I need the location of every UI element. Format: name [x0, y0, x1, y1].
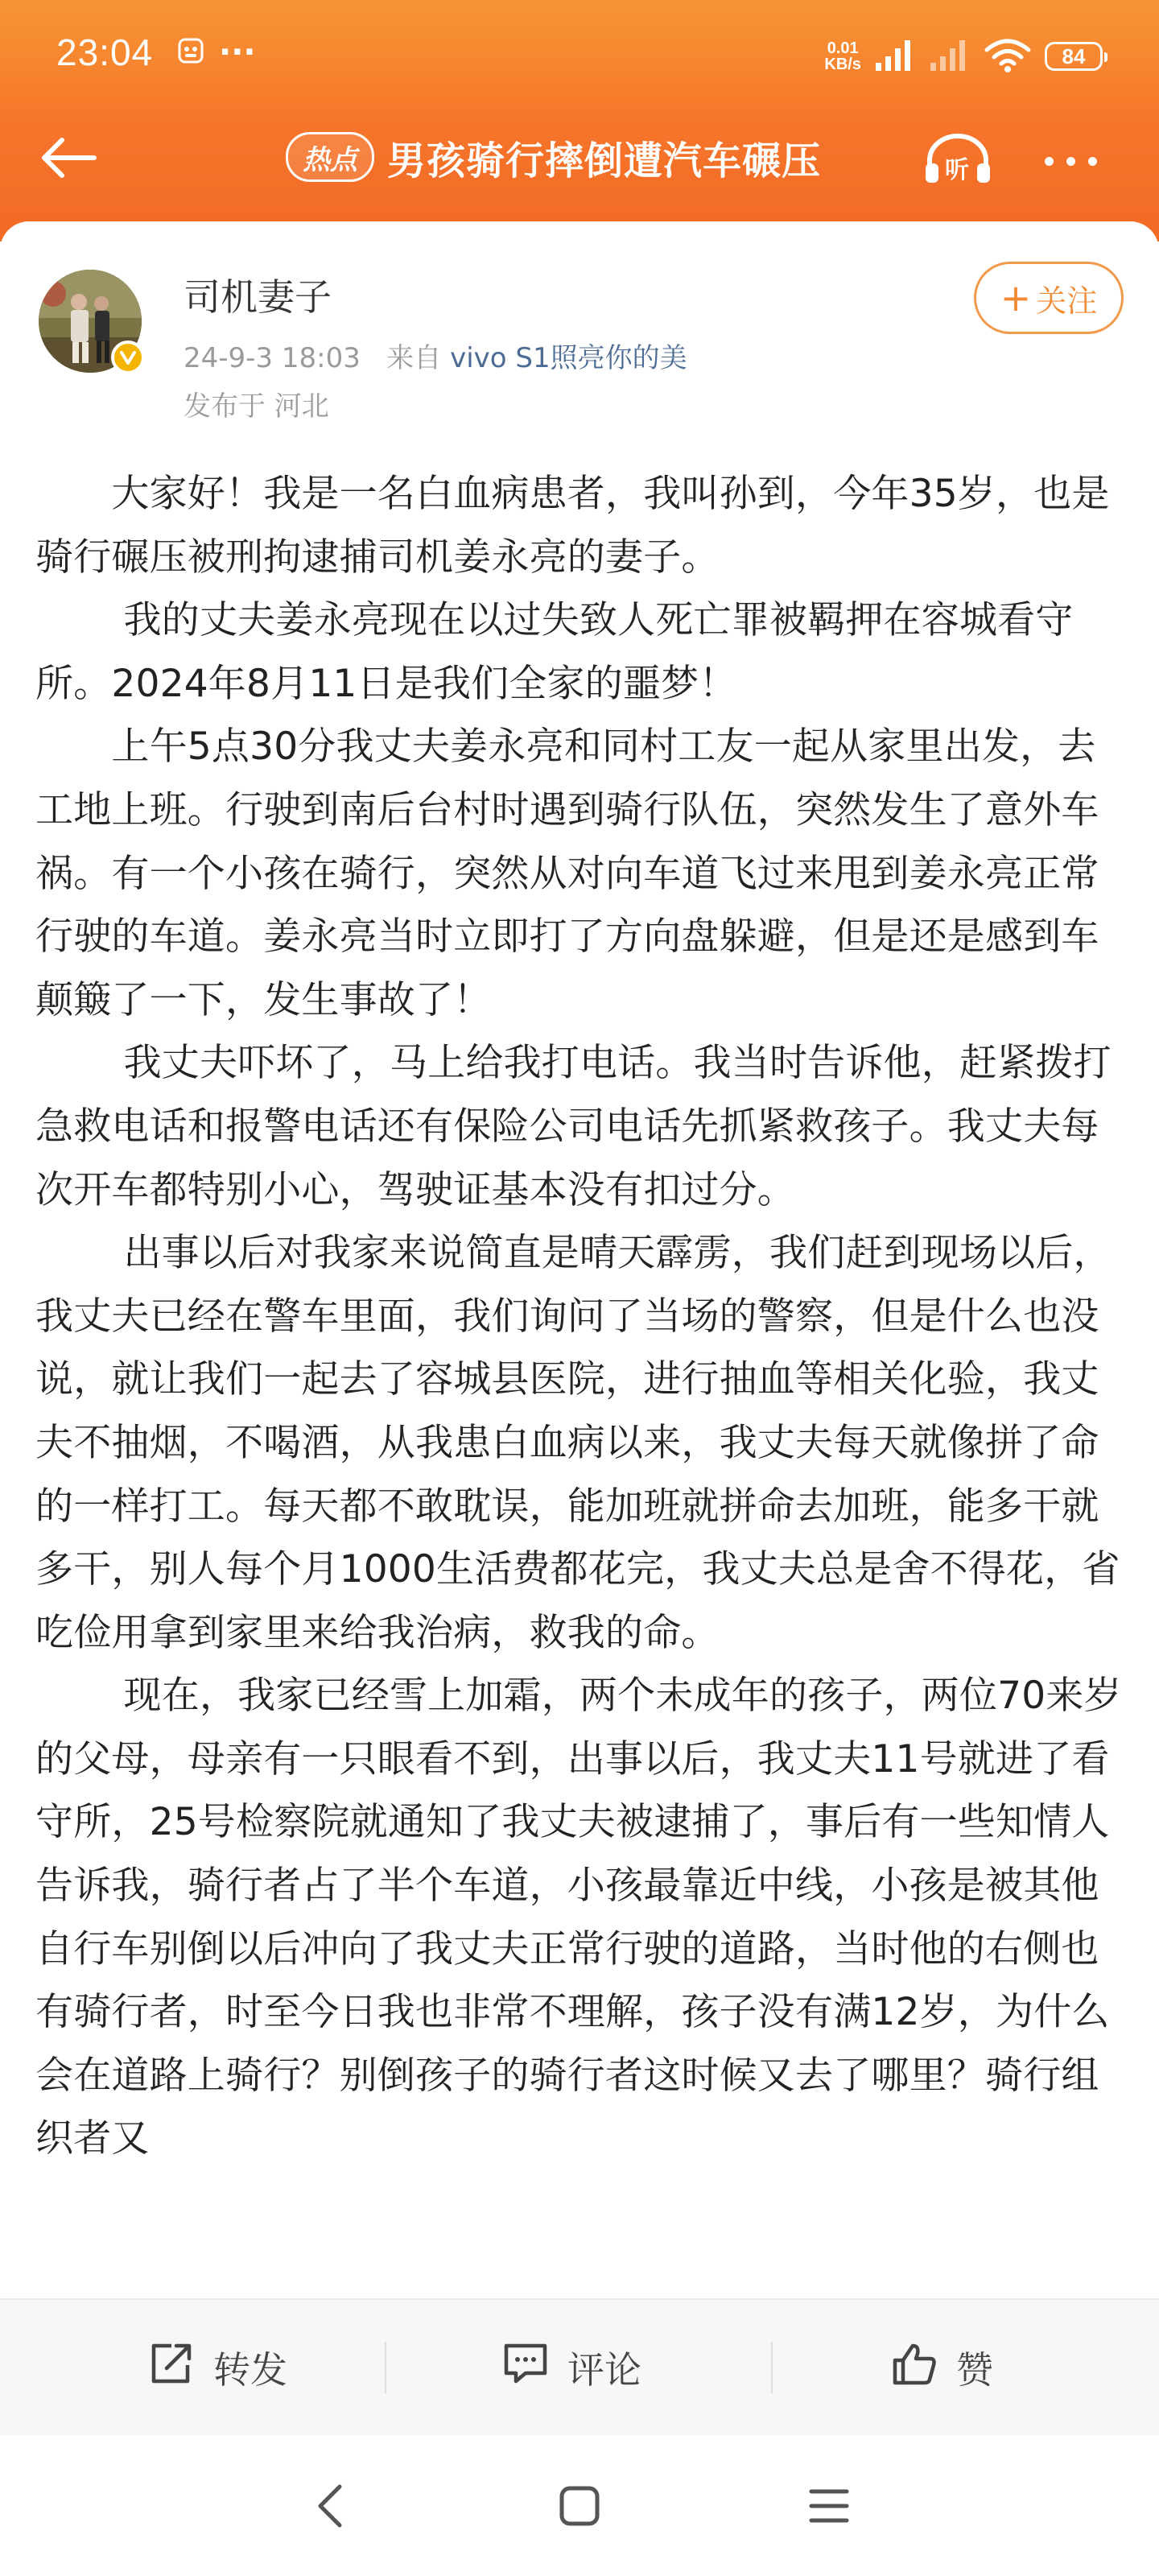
post-location: 发布于 河北 [184, 390, 329, 423]
post-time: 24-9-3 18:03 [184, 342, 361, 374]
comment-button[interactable] [402, 2300, 740, 2435]
post-paragraph: 出事以后对我家来说简直是晴天霹雳，我们赶到现场以后，我丈夫已经在警车里面，我们询问了当场的警察，但是什么也没说，就让我们一起去了容城县医院，进行抽血等相关化验，我丈夫不抽烟，不喝酒，从我患白血病以来，我丈夫每天就像拼了命的一样打工。每天都不敢耽误，能加班就拼命去加班，能多干就多干，别人每个月1000生活费都花完，我丈夫总是舍不得花，省吃俭用拿到家里来给我治病，救我的命。 [35, 1231, 1120, 1655]
status-more: ··· [219, 34, 256, 71]
hot-badge: 热点 [286, 132, 374, 182]
back-arrow-icon [38, 134, 99, 185]
comment-icon [501, 2341, 550, 2395]
follow-button[interactable] [974, 262, 1124, 334]
signal-icon [874, 37, 916, 76]
system-menu-icon [806, 2483, 852, 2532]
more-dot [1066, 157, 1075, 166]
post-action-bar [0, 2298, 1159, 2435]
post-source[interactable]: vivo S1照亮你的美 [450, 342, 687, 374]
repost-label: 转发 [213, 2348, 287, 2392]
battery-indicator: 84 [1045, 42, 1103, 71]
like-button[interactable] [773, 2300, 1111, 2435]
status-right [824, 32, 1103, 80]
network-speed-unit: KB/s [824, 56, 861, 73]
like-icon [890, 2341, 938, 2395]
network-speed [824, 40, 861, 72]
post-card [0, 221, 1159, 2298]
status-time: 23:04 [56, 31, 154, 73]
follow-plus: + [1000, 276, 1032, 320]
more-dot [1088, 157, 1097, 166]
verified-icon [111, 341, 145, 374]
post-paragraph: 现在，我家已经雪上加霜，两个未成年的孩子，两位70来岁的父母，母亲有一只眼看不到，出事以后，我丈夫11号就进了看守所，25号检察院就通知了我丈夫被逮捕了，事后有一些知情人告诉我，骑行者占了半个车道，小孩最靠近中线，小孩是被其他自行车别倒以后冲向了我丈夫正常行驶的道路，当时他的右侧也有骑行者，时至今日我也非常不理解，孩子没有满12岁，为什么会在道路上骑行？别倒孩子的骑行者这时候又去了哪里？骑行组织者又 [35, 1674, 1122, 2161]
system-home-button[interactable] [531, 2467, 628, 2548]
more-dot [1045, 157, 1054, 166]
comment-label: 评论 [567, 2348, 641, 2392]
post-source-prefix: 来自 [386, 342, 442, 374]
back-button[interactable] [32, 127, 105, 192]
listen-label: 听 [945, 156, 969, 184]
system-home-icon [557, 2483, 602, 2532]
post-paragraph: 我丈夫吓坏了，马上给我打电话。我当时告诉他，赶紧拨打急救电话和报警电话还有保险公司电话先抓紧救孩子。我丈夫每次开车都特别小心，驾驶证基本没有扣过分。 [35, 1041, 1112, 1212]
listen-button[interactable] [918, 129, 998, 193]
repost-icon [147, 2341, 196, 2395]
system-back-button[interactable] [282, 2467, 378, 2548]
top-nav [0, 113, 1159, 201]
wifi-icon [984, 37, 1032, 76]
repost-button[interactable] [48, 2300, 386, 2435]
post-paragraph: 我的丈夫姜永亮现在以过失致人死亡罪被羁押在容城看守所。2024年8月11日是我们全家的噩梦！ [35, 598, 1074, 706]
author-name[interactable]: 司机妻子 [184, 275, 332, 319]
status-left-icons [177, 32, 256, 72]
system-menu-button[interactable] [781, 2467, 877, 2548]
post-body [35, 463, 1127, 2171]
action-divider [385, 2342, 386, 2393]
post-paragraph: 上午5点30分我丈夫姜永亮和同村工友一起从家里出发，去工地上班。行驶到南后台村时遇到骑行队伍，突然发生了意外车祸。有一个小孩在骑行，突然从对向车道飞过来甩到姜永亮正常行驶的车道。姜永亮当时立即打了方向盘躲避，但是还是感到车颠簸了一下，发生事故了！ [35, 724, 1099, 1022]
more-options-button[interactable] [1026, 129, 1115, 193]
system-nav-bar [0, 2435, 1159, 2576]
topic-title-group[interactable] [286, 129, 821, 185]
system-back-icon [314, 2482, 346, 2533]
status-bar [0, 0, 1159, 105]
topic-title: 男孩骑行摔倒遭汽车碾压 [387, 138, 822, 184]
post-meta [184, 336, 687, 375]
post-paragraph: 大家好！我是一名白血病患者，我叫孙到，今年35岁，也是骑行碾压被刑拘逮捕司机姜永亮的妻子。 [35, 472, 1110, 580]
signal-2-icon [929, 37, 971, 76]
network-speed-value: 0.01 [827, 39, 859, 57]
like-label: 赞 [956, 2348, 993, 2392]
app-notification-icon [177, 37, 204, 68]
follow-label: 关注 [1036, 283, 1098, 319]
